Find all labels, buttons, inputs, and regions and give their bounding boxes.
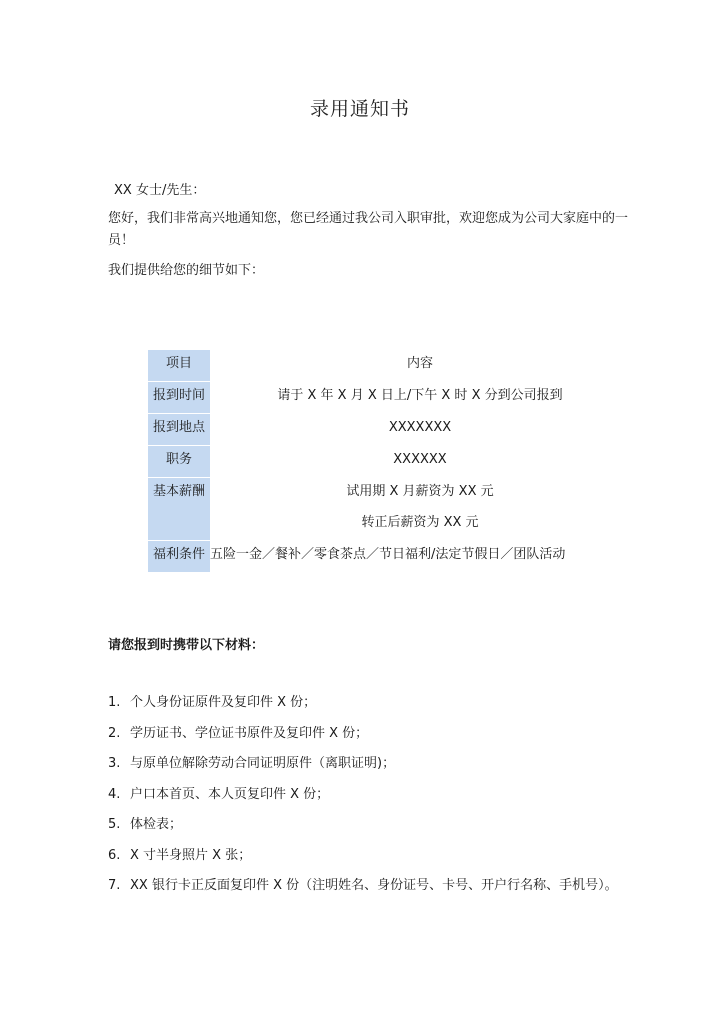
- table-row: [148, 414, 630, 446]
- list-item: [108, 845, 648, 876]
- row-value-salary: [210, 478, 630, 541]
- list-item-text: 户口本首页、本人页复印件 X 份；: [130, 786, 330, 802]
- table-header-label: 项目: [148, 350, 210, 382]
- list-item-text: 个人身份证原件及复印件 X 份；: [130, 695, 317, 710]
- list-item-number: 2.: [108, 725, 121, 741]
- salary-regular: 转正后薪资为 XX 元: [361, 514, 479, 530]
- document-title: 录用通知书: [309, 98, 410, 120]
- list-item-text: X 寸半身照片 X 张；: [130, 847, 252, 863]
- row-label-benefits: 福利条件: [148, 541, 210, 573]
- row-label-report-location: 报到地点: [148, 414, 210, 446]
- list-item-text: XX 银行卡正反面复印件 X 份（注明姓名、身份证号、卡号、开户行名称、手机号）。: [130, 878, 618, 893]
- table-row: [148, 478, 630, 541]
- list-item-number: 5.: [108, 817, 121, 832]
- row-label-salary: 基本薪酬: [148, 478, 210, 541]
- list-item: [108, 723, 648, 754]
- row-value-position: XXXXXX: [393, 451, 447, 467]
- table-row: [148, 446, 630, 478]
- list-item-number: 4.: [108, 786, 121, 802]
- list-item: [108, 753, 648, 784]
- list-item-number: 7.: [108, 878, 121, 893]
- list-item: [108, 784, 648, 815]
- row-label-report-time: 报到时间: [148, 382, 210, 414]
- table-row: [148, 382, 630, 414]
- table-header-row: [148, 350, 630, 382]
- list-item-number: 1.: [108, 695, 121, 710]
- list-item-number: 3.: [108, 756, 121, 771]
- greeting: XX 女士/先生：: [114, 183, 206, 198]
- details-lead: 我们提供给您的细节如下：: [108, 263, 265, 278]
- offer-details-table: [148, 350, 630, 573]
- row-value-report-time: 请于 X 年 X 月 X 日上/下午 X 时 X 分到公司报到: [277, 387, 563, 403]
- table-header-value: 内容: [406, 356, 433, 371]
- list-item-text: 学历证书、学位证书原件及复印件 X 份；: [130, 725, 369, 741]
- row-value-benefits: 五险一金／餐补／零食茶点／节日福利/法定节假日／团队活动: [210, 546, 566, 562]
- list-item: [108, 875, 648, 906]
- materials-list: [108, 692, 648, 906]
- table-row: [148, 541, 630, 573]
- row-value-report-location: XXXXXXX: [388, 419, 452, 435]
- list-item-text: 与原单位解除劳动合同证明原件（离职证明)；: [130, 756, 396, 771]
- intro-paragraph: 您好，我们非常高兴地通知您，您已经通过我公司入职审批，欢迎您成为公司大家庭中的一员！: [108, 211, 629, 248]
- salary-probation: 试用期 X 月薪资为 XX 元: [346, 483, 494, 499]
- list-item: [108, 692, 648, 723]
- list-item-text: 体检表；: [130, 817, 183, 832]
- list-item: [108, 814, 648, 845]
- list-item-number: 6.: [108, 847, 121, 863]
- materials-heading: 请您报到时携带以下材料：: [108, 638, 265, 653]
- row-label-position: 职务: [148, 446, 210, 478]
